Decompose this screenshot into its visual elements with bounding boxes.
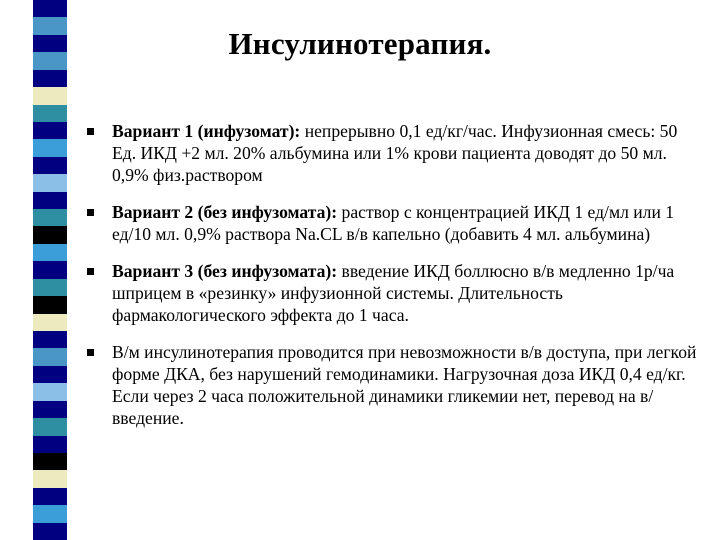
stripe-segment	[33, 174, 67, 191]
stripe-segment	[33, 244, 67, 261]
bullet-item-3	[84, 260, 704, 326]
bullet-text: раствор с концентрацией ИКД 1 ед/мл или 1 ед/10 мл. 0,9% раствора Na.CL в/в капельно (добавить 4 мл. альбумина)	[112, 202, 675, 244]
slide-title: Инсулинотерапия.	[228, 26, 492, 61]
stripe-segment	[33, 505, 67, 522]
stripe-segment	[33, 296, 67, 313]
bullet-square-icon	[87, 268, 94, 275]
stripe-segment	[33, 383, 67, 400]
stripe-segment	[33, 331, 67, 348]
stripe-segment	[33, 488, 67, 505]
stripe-segment	[33, 122, 67, 139]
stripe-segment	[33, 470, 67, 487]
decorative-stripe-bar	[33, 0, 67, 540]
stripe-segment	[33, 70, 67, 87]
stripe-segment	[33, 401, 67, 418]
stripe-segment	[33, 314, 67, 331]
bullet-item-2	[84, 201, 704, 245]
bullet-text: введение ИКД боллюсно в/в медленно 1р/ча шприцем в «резинку» инфузионной системы. Длительность фармакологического эффекта до 1 часа.	[112, 261, 675, 325]
stripe-segment	[33, 436, 67, 453]
stripe-segment	[33, 157, 67, 174]
bullet-square-icon	[87, 128, 94, 135]
stripe-segment	[33, 523, 67, 540]
stripe-segment	[33, 453, 67, 470]
bullet-lead: Вариант 3 (без инфузомата):	[112, 261, 338, 281]
stripe-segment	[33, 0, 67, 17]
stripe-segment	[33, 87, 67, 104]
stripe-segment	[33, 279, 67, 296]
stripe-segment	[33, 209, 67, 226]
stripe-segment	[33, 226, 67, 243]
bullet-square-icon	[87, 349, 94, 356]
stripe-segment	[33, 348, 67, 365]
stripe-segment	[33, 192, 67, 209]
stripe-segment	[33, 105, 67, 122]
bullet-lead: Вариант 2 (без инфузомата):	[112, 202, 338, 222]
bullet-text: непрерывно 0,1 ед/кг/час. Инфузионная смесь: 50 Ед. ИКД +2 мл. 20% альбумина или 1% крови пациента доводят до 50 мл. 0,9% физ.раствором	[112, 121, 678, 185]
bullet-item-1	[84, 120, 704, 186]
stripe-segment	[33, 418, 67, 435]
stripe-segment	[33, 261, 67, 278]
stripe-segment	[33, 139, 67, 156]
bullet-square-icon	[87, 209, 94, 216]
bullet-item-4	[84, 341, 704, 429]
bullet-lead: Вариант 1 (инфузомат):	[112, 121, 301, 141]
bullet-text: В/м инсулинотерапия проводится при невозможности в/в доступа, при легкой форме ДКА, без нарушений гемодинамики. Нагрузочная доза ИКД 0,4 ед/кг. Если через 2 часа положительной динамики гликемии нет, перевод на в/ введение.	[112, 342, 697, 428]
stripe-segment	[33, 366, 67, 383]
bullet-list	[84, 120, 704, 444]
